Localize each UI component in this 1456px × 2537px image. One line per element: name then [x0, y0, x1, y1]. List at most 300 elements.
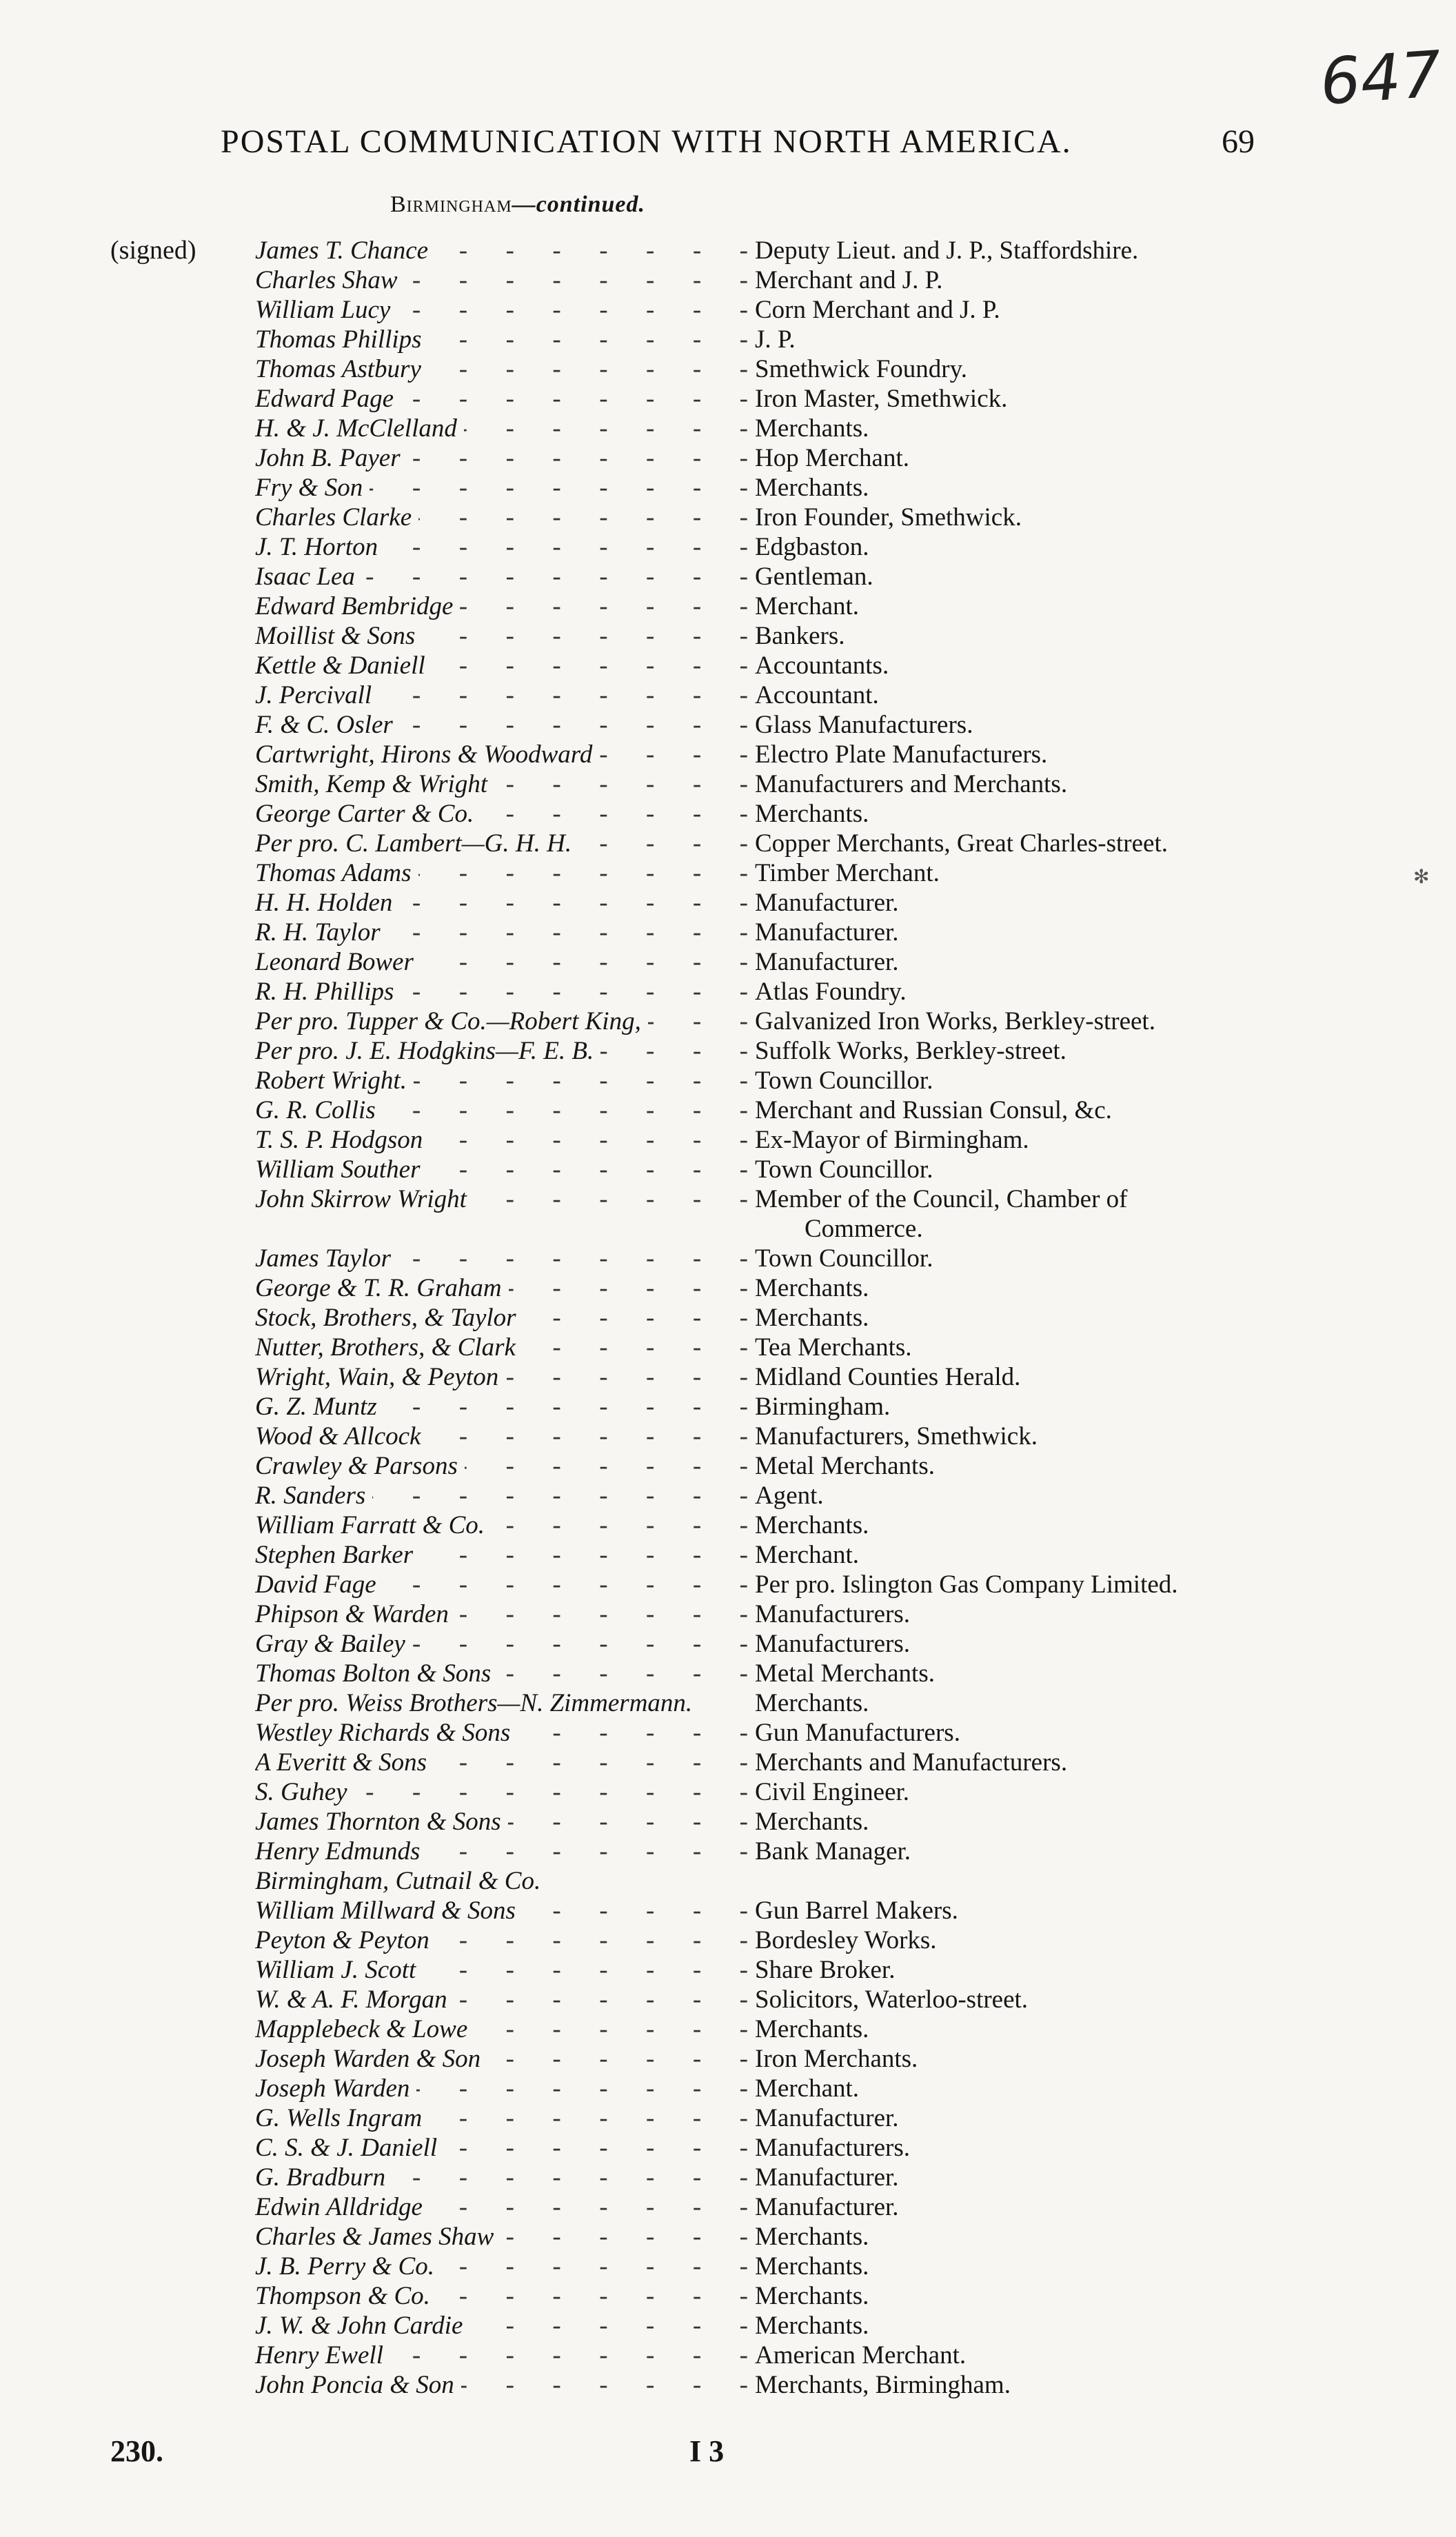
signatory-name-text: John Skirrow Wright: [255, 1185, 474, 1213]
signatory-name-text: Cartwright, Hirons & Woodward: [255, 740, 599, 769]
signatory-name-text: Per pro. C. Lambert—G. H. H.: [255, 829, 578, 858]
signatory-name: [255, 1481, 748, 1510]
signatory-name: [255, 503, 748, 532]
list-item: [255, 414, 1289, 443]
signatory-description-text: Town Councillor.: [755, 1067, 933, 1095]
signatory-description: [748, 651, 1289, 680]
signatory-description-text: Manufacturer.: [755, 889, 899, 917]
signatory-name-text: Kettle & Daniell: [255, 651, 432, 680]
list-item: [255, 740, 1289, 769]
list-item: [255, 977, 1289, 1007]
signatory-description-text: Merchants.: [755, 414, 869, 443]
signatory-name-text: Phipson & Warden: [255, 1600, 456, 1628]
list-item: [255, 947, 1289, 977]
signatory-description-text: Edgbaston.: [755, 533, 869, 561]
signatory-name-text: Per pro. Tupper & Co.—Robert King,: [255, 1007, 648, 1035]
list-item: [255, 1837, 1289, 1866]
signatory-name: [255, 651, 748, 680]
list-item: [255, 621, 1289, 651]
list-item: [255, 2252, 1289, 2281]
list-item: [255, 1718, 1289, 1748]
signatory-description: [748, 2133, 1289, 2163]
signatory-description: [748, 1955, 1289, 1985]
signatory-description-text: Merchants, Birmingham.: [755, 2371, 1011, 2399]
signatory-name-text: Edward Bembridge: [255, 592, 460, 620]
signatory-description: [748, 1807, 1289, 1837]
signatory-description-text: Town Councillor.: [755, 1155, 933, 1184]
signatory-name-text: Wright, Wain, & Peyton: [255, 1363, 505, 1391]
signatory-description: [748, 1896, 1289, 1926]
list-item: [255, 2044, 1289, 2074]
signatory-description-text: Manufacturer.: [755, 2104, 899, 2132]
list-item: [255, 1392, 1289, 1422]
signatory-description-text: Merchants.: [755, 1304, 869, 1332]
signatory-description-text: Metal Merchants.: [755, 1659, 935, 1688]
page-title: POSTAL COMMUNICATION WITH NORTH AMERICA.: [221, 123, 1072, 160]
signatory-description: [748, 1244, 1289, 1273]
list-item: [255, 1985, 1289, 2014]
signatory-description-text: Birmingham.: [755, 1393, 891, 1421]
signatory-name-text: Birmingham, Cutnail & Co.: [255, 1867, 547, 1895]
signatory-description-text: Merchants.: [755, 1808, 869, 1836]
signatory-description-text: Tea Merchants.: [755, 1333, 912, 1362]
list-item: [255, 1807, 1289, 1837]
signatory-description: [748, 1155, 1289, 1184]
list-item: [255, 532, 1289, 562]
signatory-description: [748, 1451, 1289, 1481]
signatory-description: [748, 2103, 1289, 2133]
list-item: [255, 384, 1289, 414]
list-item: [255, 2311, 1289, 2341]
list-item: [255, 2370, 1289, 2400]
signatory-description-text: Midland Counties Herald.: [755, 1363, 1021, 1391]
list-item: [255, 562, 1289, 592]
signatory-name: [255, 236, 748, 265]
list-item: [255, 2074, 1289, 2103]
signatory-description: [748, 236, 1289, 265]
signatory-name-text: A Everitt & Sons: [255, 1748, 434, 1777]
signatory-name-text: Stephen Barker: [255, 1541, 420, 1569]
signatory-name: [255, 829, 748, 858]
list-item: [255, 888, 1289, 918]
signatory-name: [255, 769, 748, 799]
signatory-description: [748, 1748, 1289, 1777]
list-item: [255, 1066, 1289, 1095]
signatory-name: [255, 2014, 748, 2044]
signatory-name-text: T. S. P. Hodgson: [255, 1126, 429, 1154]
list-item: [255, 1095, 1289, 1125]
signatory-description: [748, 325, 1289, 354]
signatory-name-text: Nutter, Brothers, & Clark: [255, 1333, 523, 1362]
signatory-name: [255, 1718, 748, 1748]
list-item: [255, 1659, 1289, 1688]
signatory-description: [748, 414, 1289, 443]
signatory-name: [255, 1866, 748, 1896]
list-item: [255, 1926, 1289, 1955]
ink-speck-icon: ✻: [1413, 867, 1430, 888]
list-item: [255, 1748, 1289, 1777]
signatory-description-text: Merchants.: [755, 1689, 869, 1717]
signatory-name: [255, 1540, 748, 1570]
signatory-name-text: G. R. Collis: [255, 1096, 383, 1124]
signatory-description-text: Accountants.: [755, 651, 889, 680]
signatory-name-text: William Lucy: [255, 296, 397, 324]
signatory-name-text: G. Z. Muntz: [255, 1393, 384, 1421]
signatory-name: [255, 562, 748, 592]
signatory-name-text: Thompson & Co.: [255, 2282, 437, 2310]
signatory-name-text: Stock, Brothers, & Taylor: [255, 1304, 523, 1332]
signatory-name-text: David Fage: [255, 1570, 383, 1599]
signatory-name: [255, 592, 748, 621]
signatory-name: [255, 1807, 748, 1837]
list-item: [255, 1540, 1289, 1570]
signatory-name: [255, 1184, 748, 1214]
signatory-name: [255, 1659, 748, 1688]
signatory-description-text: Merchants.: [755, 2223, 869, 2251]
signatory-description-text: Smethwick Foundry.: [755, 355, 967, 383]
signatory-description-text: Town Councillor.: [755, 1244, 933, 1273]
signatory-description: [748, 1036, 1289, 1066]
signatory-name: [255, 384, 748, 414]
list-item: [255, 918, 1289, 947]
signatory-name: [255, 1125, 748, 1155]
signatory-description-text: Manufacturers and Merchants.: [755, 770, 1068, 798]
signatory-name: [255, 1926, 748, 1955]
signatory-description-text: Merchants.: [755, 1511, 869, 1539]
signatory-description: [748, 1125, 1289, 1155]
signatory-description-text: Hop Merchant.: [755, 444, 909, 472]
signatory-name-text: Peyton & Peyton: [255, 1926, 436, 1954]
signatory-description: [748, 532, 1289, 562]
signatory-description: [748, 2341, 1289, 2370]
signatory-name: [255, 1748, 748, 1777]
subheading-continued: —continued.: [512, 192, 645, 217]
signatory-description-text: Merchant.: [755, 592, 860, 620]
signatory-description: [748, 1273, 1289, 1303]
list-item: [255, 2281, 1289, 2311]
signatory-name: [255, 2370, 748, 2400]
signatory-name: [255, 2341, 748, 2370]
list-item: [255, 1155, 1289, 1184]
signatory-description: [748, 503, 1289, 532]
signatory-list: [255, 236, 1289, 2400]
list-item: [255, 769, 1289, 799]
signatory-description-text: Manufacturer.: [755, 918, 899, 947]
signatory-name: [255, 1303, 748, 1333]
signatory-name-text: Westley Richards & Sons: [255, 1719, 517, 1747]
signatory-description: [748, 740, 1289, 769]
signatory-description-text: J. P.: [755, 325, 796, 354]
list-item: [255, 1510, 1289, 1540]
signatory-description-text: Civil Engineer.: [755, 1778, 910, 1806]
list-item: [255, 503, 1289, 532]
signatory-name: [255, 1095, 748, 1125]
signatory-name: [255, 1451, 748, 1481]
signatory-description: [748, 1718, 1289, 1748]
signatory-description-text: Merchants.: [755, 800, 869, 828]
section-subheading: [390, 192, 645, 218]
signatory-description-text: Deputy Lieut. and J. P., Staffordshire.: [755, 236, 1139, 265]
list-item: [255, 1955, 1289, 1985]
signatory-name-text: John B. Payer: [255, 444, 407, 472]
signatory-name: [255, 680, 748, 710]
signatory-description: [748, 1392, 1289, 1422]
signatory-name: [255, 295, 748, 325]
signatory-name: [255, 2133, 748, 2163]
signatory-description: [748, 1481, 1289, 1510]
signatory-description: [748, 858, 1289, 888]
signatory-description: [748, 621, 1289, 651]
handwritten-folio-number: 647: [1317, 37, 1444, 119]
signatory-description: [748, 2192, 1289, 2222]
signatory-name: [255, 2222, 748, 2252]
signatory-name: [255, 858, 748, 888]
signatory-name-text: R. H. Phillips: [255, 978, 401, 1006]
list-item: [255, 1333, 1289, 1362]
list-item: [255, 443, 1289, 473]
list-item: [255, 2014, 1289, 2044]
signatory-description-text: Suffolk Works, Berkley-street.: [755, 1037, 1066, 1065]
signatory-description: [748, 947, 1289, 977]
signatory-name: [255, 710, 748, 740]
signatory-name-text: Robert Wright.: [255, 1067, 414, 1095]
signatory-name-text: William Millward & Sons: [255, 1897, 523, 1925]
signatory-description: [748, 2370, 1289, 2400]
signatory-name: [255, 1896, 748, 1926]
subheading-town: Birmingham: [390, 192, 512, 217]
signatory-description-text: Ex-Mayor of Birmingham.: [755, 1126, 1029, 1154]
signatory-description-text: Manufacturer.: [755, 2163, 899, 2192]
signatory-name-text: G. Bradburn: [255, 2163, 392, 2192]
list-item: [255, 1599, 1289, 1629]
signatory-name-text: W. & A. F. Morgan: [255, 1985, 454, 2014]
signatory-name-text: Charles Clarke: [255, 503, 418, 532]
page-number: 69: [1222, 123, 1255, 160]
signatory-name-text: William J. Scott: [255, 1956, 423, 1984]
signatory-name: [255, 265, 748, 295]
signatory-description: [748, 473, 1289, 503]
signatory-name-text: Per pro. Weiss Brothers—N. Zimmermann.: [255, 1689, 699, 1717]
list-item: [255, 858, 1289, 888]
signatory-name: [255, 2103, 748, 2133]
signatory-description-text: Iron Merchants.: [755, 2045, 918, 2073]
signatory-description-text: Corn Merchant and J. P.: [755, 296, 1000, 324]
signatory-description: [748, 2222, 1289, 2252]
signatory-description-text: Agent.: [755, 1482, 824, 1510]
list-item: [255, 592, 1289, 621]
signatory-name: [255, 1837, 748, 1866]
list-item: [255, 1125, 1289, 1155]
signatory-description-text: Bordesley Works.: [755, 1926, 937, 1954]
signatory-description-text: Glass Manufacturers.: [755, 711, 973, 739]
signatory-name: [255, 2281, 748, 2311]
signatory-description: [748, 1333, 1289, 1362]
signatory-name-text: William Farratt & Co.: [255, 1511, 492, 1539]
signatory-name-text: F. & C. Osler: [255, 711, 400, 739]
signatory-name-text: Thomas Phillips: [255, 325, 429, 354]
signed-label: (signed): [110, 236, 196, 265]
signatory-description-text: Merchants.: [755, 2015, 869, 2043]
signatory-name: [255, 2044, 748, 2074]
signatory-name-text: Fry & Son: [255, 474, 370, 502]
signatory-name: [255, 2192, 748, 2222]
signatory-description: [748, 710, 1289, 740]
signatory-description-text: Gentleman.: [755, 563, 873, 591]
signatory-description: [748, 1659, 1289, 1688]
signatory-name-text: George & T. R. Graham: [255, 1274, 509, 1302]
signatory-name-text: Thomas Bolton & Sons: [255, 1659, 498, 1688]
signatory-description: [748, 2252, 1289, 2281]
signatory-description-text: Merchants.: [755, 1274, 869, 1302]
signatory-name-text: J. B. Perry & Co.: [255, 2252, 441, 2281]
signatory-name: [255, 1955, 748, 1985]
list-item: [255, 1036, 1289, 1066]
signatory-description-text: Merchants.: [755, 474, 869, 502]
list-item: [255, 1007, 1289, 1036]
signatory-name: [255, 888, 748, 918]
signatory-description-text: Merchants.: [755, 2252, 869, 2281]
signatory-description: [748, 1570, 1289, 1599]
signatory-description-text: Gun Barrel Makers.: [755, 1897, 958, 1925]
footer-number: 230.: [110, 2434, 163, 2468]
signatory-name: [255, 354, 748, 384]
list-item: [255, 2103, 1289, 2133]
signatory-name: [255, 1688, 748, 1718]
signatory-name-text: Thomas Adams: [255, 859, 418, 887]
signatory-description-text: Manufacturers.: [755, 1600, 910, 1628]
signatory-description-text: Metal Merchants.: [755, 1452, 935, 1480]
signatory-name-text: George Carter & Co.: [255, 800, 481, 828]
list-item: [255, 473, 1289, 503]
signatory-description: [748, 1777, 1289, 1807]
list-item: [255, 1570, 1289, 1599]
signatory-description-text: Galvanized Iron Works, Berkley-street.: [755, 1007, 1155, 1035]
signatory-name: [255, 1066, 748, 1095]
signatory-description-text: Merchant.: [755, 2074, 860, 2103]
signatory-description: [748, 2044, 1289, 2074]
list-item: [255, 799, 1289, 829]
signatory-description-text: Manufacturer.: [755, 948, 899, 976]
list-item: [255, 1866, 1289, 1896]
signatory-name-text: Per pro. J. E. Hodgkins—F. E. B.: [255, 1037, 600, 1065]
signatory-description: [748, 562, 1289, 592]
signatory-description: [748, 354, 1289, 384]
signatory-description: [748, 1688, 1289, 1718]
signatory-description-text: Solicitors, Waterloo-street.: [755, 1985, 1029, 2014]
signatory-description: [748, 265, 1289, 295]
signatory-name: [255, 2163, 748, 2192]
list-item: [255, 2222, 1289, 2252]
signatory-name: [255, 1244, 748, 1273]
signatory-name: [255, 947, 748, 977]
signatory-name-text: H. H. Holden: [255, 889, 399, 917]
signatory-description: [748, 1629, 1289, 1659]
signatory-description: [748, 977, 1289, 1007]
signatory-name-text: Edward Page: [255, 385, 401, 413]
list-item: [255, 2341, 1289, 2370]
footer-signature-mark: I 3: [689, 2434, 725, 2468]
signatory-name: [255, 799, 748, 829]
signatory-description-text: American Merchant.: [755, 2341, 967, 2369]
signatory-description-text: Bankers.: [755, 622, 845, 650]
list-item: [255, 1451, 1289, 1481]
signatory-name-text: J. W. & John Cardie: [255, 2312, 469, 2340]
signatory-name: [255, 1155, 748, 1184]
signatory-name-text: Joseph Warden & Son: [255, 2045, 487, 2073]
signatory-description-text: Member of the Council, Chamber of: [755, 1185, 1128, 1213]
signatory-description: [748, 1599, 1289, 1629]
signatory-name-text: J. Percivall: [255, 681, 378, 709]
signatory-name-text: Wood & Allcock: [255, 1422, 427, 1451]
list-item: [255, 1688, 1289, 1718]
list-item: [255, 2133, 1289, 2163]
signatory-description: [748, 829, 1289, 858]
signatory-description: [748, 384, 1289, 414]
signatory-description-text: Merchant and Russian Consul, &c.: [755, 1096, 1112, 1124]
signatory-description: [748, 918, 1289, 947]
signatory-name-text: Moillist & Sons: [255, 622, 422, 650]
signatory-name: [255, 740, 748, 769]
signatory-description-text: Iron Master, Smethwick.: [755, 385, 1008, 413]
signatory-description: [748, 888, 1289, 918]
signatory-name: [255, 621, 748, 651]
signatory-name: [255, 1007, 748, 1036]
signatory-description-text: Merchant and J. P.: [755, 266, 943, 294]
list-item: [255, 354, 1289, 384]
signatory-name-text: Mapplebeck & Lowe: [255, 2015, 474, 2043]
list-item: [255, 2192, 1289, 2222]
signatory-name: [255, 1273, 748, 1303]
list-item: [255, 1481, 1289, 1510]
signatory-description-text: Per pro. Islington Gas Company Limited.: [755, 1570, 1178, 1599]
list-item: [255, 295, 1289, 325]
signatory-description-continuation: Commerce.: [805, 1215, 923, 1243]
signatory-name-text: S. Guhey: [255, 1778, 354, 1806]
signatory-name: [255, 1629, 748, 1659]
list-item: [255, 829, 1289, 858]
signatory-name: [255, 532, 748, 562]
signatory-description: [748, 1184, 1289, 1244]
signatory-name-text: John Poncia & Son: [255, 2371, 461, 2399]
signatory-description: [748, 1510, 1289, 1540]
signatory-description-text: Timber Merchant.: [755, 859, 940, 887]
signatory-name-text: J. T. Horton: [255, 533, 385, 561]
list-item: [255, 1896, 1289, 1926]
list-item: [255, 1244, 1289, 1273]
signatory-name-text: Isaac Lea: [255, 563, 362, 591]
signatory-description: [748, 2014, 1289, 2044]
signatory-description: [748, 1066, 1289, 1095]
signatory-name-text: Smith, Kemp & Wright: [255, 770, 494, 798]
signatory-name: [255, 1333, 748, 1362]
signatory-description-text: Manufacturers.: [755, 1630, 910, 1658]
signatory-name-text: Gray & Bailey: [255, 1630, 412, 1658]
signatory-description: [748, 1985, 1289, 2014]
signatory-description: [748, 1422, 1289, 1451]
signatory-description: [748, 799, 1289, 829]
signatory-name-text: Charles Shaw: [255, 266, 405, 294]
signatory-name-text: G. Wells Ingram: [255, 2104, 429, 2132]
signatory-description-text: Iron Founder, Smethwick.: [755, 503, 1022, 532]
list-item: [255, 325, 1289, 354]
list-item: [255, 1303, 1289, 1333]
signatory-name-text: Henry Edmunds: [255, 1837, 427, 1866]
signatory-name: [255, 918, 748, 947]
list-item: [255, 1422, 1289, 1451]
signatory-name-text: Leonard Bower: [255, 948, 421, 976]
signatory-description-text: Merchants and Manufacturers.: [755, 1748, 1068, 1777]
signatory-name: [255, 977, 748, 1007]
